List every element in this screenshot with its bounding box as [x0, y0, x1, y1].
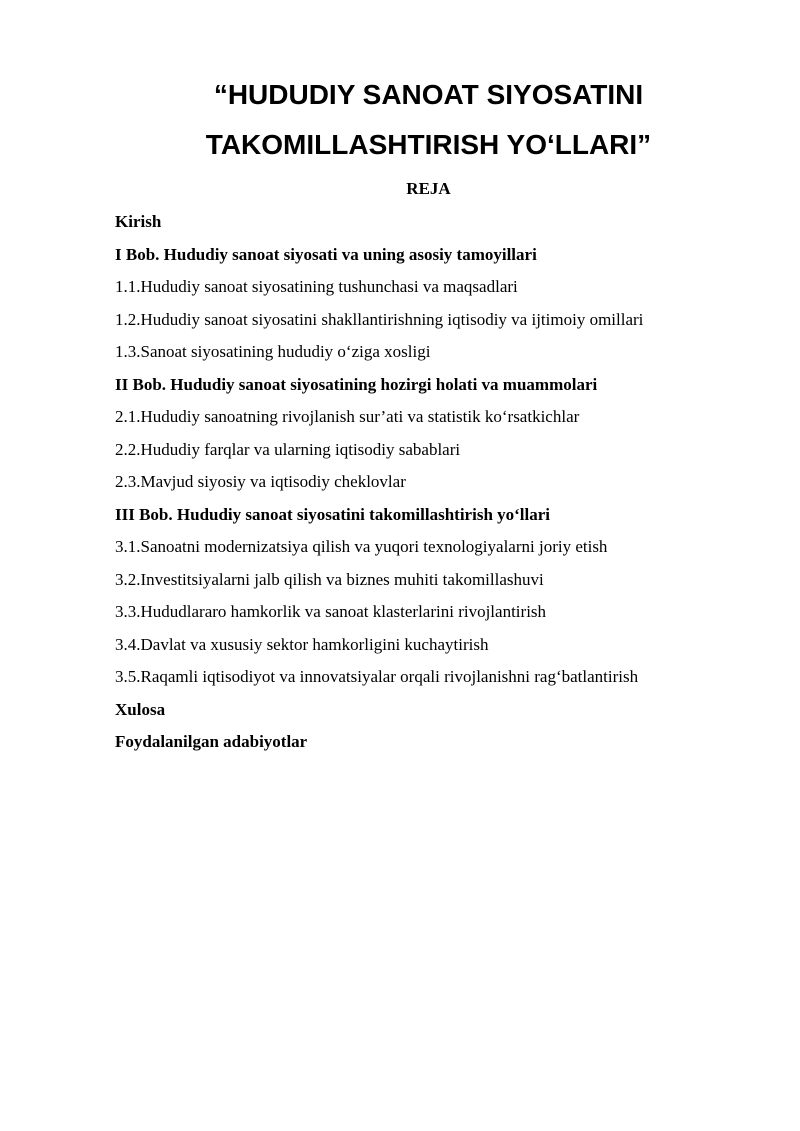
toc-item-2-1: 2.1.Hududiy sanoatning rivojlanish sur’ati va statistik ko‘rsatkichlar — [115, 407, 580, 426]
toc-item-3-3: 3.3.Hududlararo hamkorlik va sanoat klasterlarini rivojlantirish — [115, 602, 547, 621]
toc-item-1-3: 1.3.Sanoat siyosatining hududiy o‘ziga xosligi — [115, 342, 431, 361]
toc-item-3-4: 3.4.Davlat va xususiy sektor hamkorligini kuchaytirish — [115, 634, 489, 654]
toc-item-references: Foydalanilgan adabiyotlar — [115, 732, 308, 751]
table-of-contents — [115, 212, 755, 765]
toc-item-introduction: Kirish — [115, 212, 162, 231]
document-title-line-2: TAKOMILLASHTIRISH YO‘LLARI” — [205, 129, 652, 160]
toc-item-1-2: 1.2.Hududiy sanoat siyosatini shakllantirishning iqtisodiy va ijtimoiy omillari — [115, 309, 644, 329]
toc-item-chapter-3: III Bob. Hududiy sanoat siyosatini takomillashtirish yo‘llari — [115, 504, 551, 524]
plan-heading: REJA — [406, 179, 451, 198]
toc-item-chapter-1: I Bob. Hududiy sanoat siyosati va uning asosiy tamoyillari — [115, 244, 537, 264]
toc-item-3-5: 3.5.Raqamli iqtisodiyot va innovatsiyalar orqali rivojlanishni rag‘batlantirish — [115, 667, 639, 686]
toc-item-3-1: 3.1.Sanoatni modernizatsiya qilish va yuqori texnologiyalarni joriy etish — [115, 537, 608, 556]
toc-item-1-1: 1.1.Hududiy sanoat siyosatining tushunchasi va maqsadlari — [115, 277, 518, 296]
document-title-line-1: “HUDUDIY SANOAT SIYOSATINI — [213, 79, 644, 110]
toc-item-3-2: 3.2.Investitsiyalarni jalb qilish va biznes muhiti takomillashuvi — [115, 569, 544, 589]
toc-item-conclusion: Xulosa — [115, 699, 166, 719]
toc-item-2-3: 2.3.Mavjud siyosiy va iqtisodiy cheklovlar — [115, 472, 406, 491]
toc-item-chapter-2: II Bob. Hududiy sanoat siyosatining hozirgi holati va muammolari — [115, 374, 598, 394]
toc-item-2-2: 2.2.Hududiy farqlar va ularning iqtisodiy sabablari — [115, 439, 461, 459]
